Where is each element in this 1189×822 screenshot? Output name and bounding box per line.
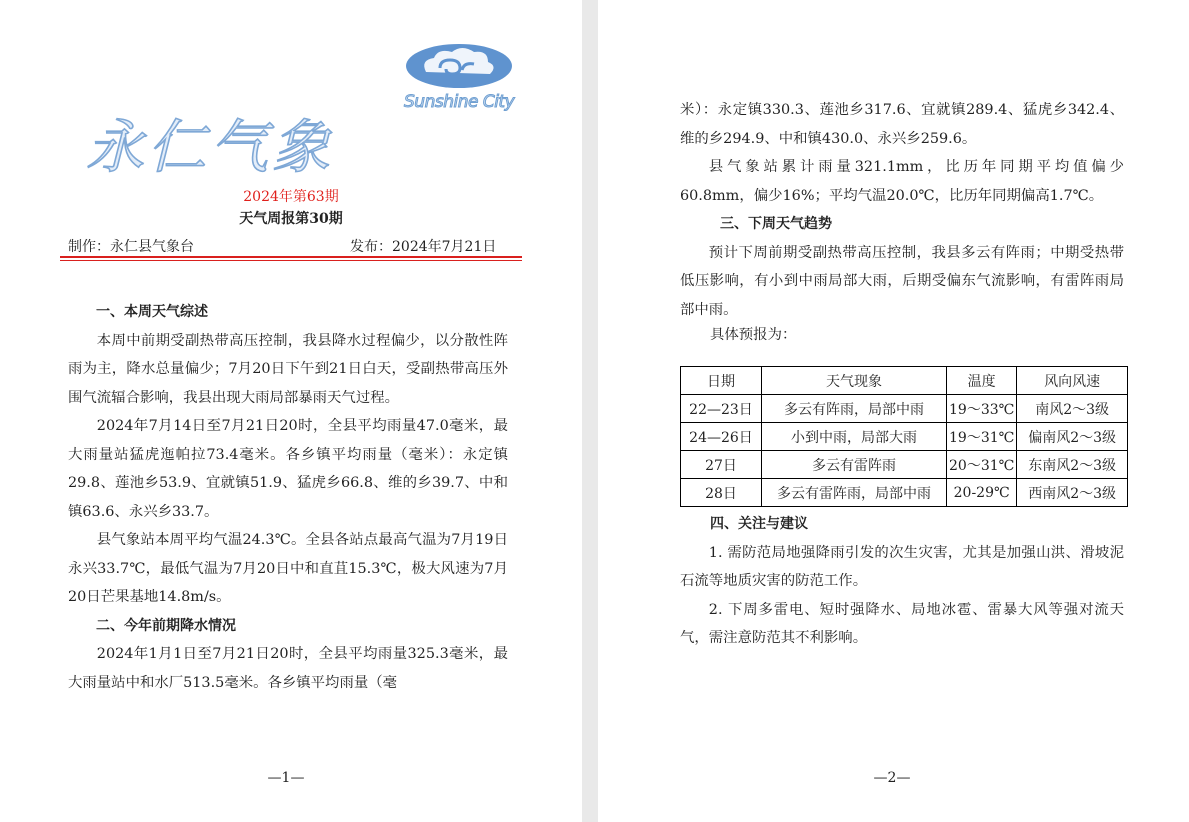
masthead-title: 永仁气象 xyxy=(86,113,335,181)
section-1-paragraph-3: 县气象站本周平均气温24.3℃。全县各站点最高气温为7月19日永兴33.7℃，最低气温为7月20日中和直苴15.3℃，极大风速为7月20日芒果基地14.8m/s。 xyxy=(68,532,508,605)
cell-temperature: 20～31℃ xyxy=(947,451,1017,479)
cell-wind: 偏南风2～3级 xyxy=(1017,423,1128,451)
cell-temperature: 19～31℃ xyxy=(947,423,1017,451)
section-4 xyxy=(680,510,1124,653)
cloud-logo-icon xyxy=(404,42,514,90)
red-divider-thin xyxy=(60,260,522,261)
issue-number: 2024年第63期 xyxy=(243,189,339,205)
table-header-row xyxy=(681,367,1128,395)
cell-temperature: 19～33℃ xyxy=(947,395,1017,423)
cell-weather: 多云有雷阵雨，局部中雨 xyxy=(762,479,947,507)
section-1-paragraph-1: 本周中前期受副热带高压控制，我县降水过程偏少，以分散性阵雨为主，降水总量偏少；7月20日下午到21日白天，受副热带高压外围气流辐合影响，我县出现大雨局部暴雨天气过程。 xyxy=(68,332,508,406)
cell-date: 22—23日 xyxy=(681,395,762,423)
release-date: 发布：2024年7月21日 xyxy=(350,239,497,255)
section-4-paragraph-2: 2. 下周多雷电、短时强降水、局地冰雹、雷暴大风等强对流天气，需注意防范其不利影响。 xyxy=(680,601,1124,646)
section-2-paragraph-1: 2024年1月1日至7月21日20时，全县平均雨量325.3毫米，最大雨量站中和水厂513.5毫米。各乡镇平均雨量（毫 xyxy=(68,646,508,691)
page-number: —2— xyxy=(873,770,911,786)
section-1-title: 一、本周天气综述 xyxy=(96,304,208,320)
section-3-paragraph: 预计下周前期受副热带高压控制，我县多云有阵雨；中期受热带低压影响，有小到中雨局部大雨，后期受偏东气流影响，有雷阵雨局部中雨。 xyxy=(680,244,1124,318)
header-weather: 天气现象 xyxy=(762,367,947,395)
rainfall-continuation: 米）：永定镇330.3、莲池乡317.6、宜就镇289.4、猛虎乡342.4、维的乡294.9、中和镇430.0、永兴乡259.6。 xyxy=(680,102,1124,147)
header-temperature: 温度 xyxy=(947,367,1017,395)
cell-weather: 小到中雨，局部大雨 xyxy=(762,423,947,451)
table-row xyxy=(681,423,1128,451)
cell-date: 28日 xyxy=(681,479,762,507)
cell-temperature: 20-29℃ xyxy=(947,479,1017,507)
cell-weather: 多云有阵雨，局部中雨 xyxy=(762,395,947,423)
header-wind: 风向风速 xyxy=(1017,367,1128,395)
cell-date: 24—26日 xyxy=(681,423,762,451)
table-row xyxy=(681,479,1128,507)
section-2-title: 二、今年前期降水情况 xyxy=(96,617,236,634)
page-2-body xyxy=(680,96,1124,346)
table-row xyxy=(681,451,1128,479)
section-1-paragraph-2: 2024年7月14日至7月21日20时，全县平均雨量47.0毫米，最大雨量站猛虎迤帕拉73.4毫米。各乡镇平均雨量（毫米）：永定镇29.8、莲池乡53.9、宜就镇51.9、猛虎乡66.8、维的乡39.7、中和镇63.6、永兴乡33.7。 xyxy=(68,418,508,520)
cell-wind: 南风2～3级 xyxy=(1017,395,1128,423)
forecast-intro: 具体预报为： xyxy=(710,327,797,343)
forecast-table xyxy=(680,366,1128,507)
page-number: —1— xyxy=(267,770,305,786)
section-3-title: 三、下周天气趋势 xyxy=(720,216,832,232)
page-1 xyxy=(0,0,582,822)
cell-weather: 多云有雷阵雨 xyxy=(762,451,947,479)
logo-caption: Sunshine City xyxy=(404,92,515,112)
section-4-title: 四、关注与建议 xyxy=(710,516,808,532)
table-row xyxy=(681,395,1128,423)
cell-date: 27日 xyxy=(681,451,762,479)
cell-wind: 西南风2～3级 xyxy=(1017,479,1128,507)
producer-label: 制作：永仁县气象台 xyxy=(68,239,194,255)
station-summary: 县气象站累计雨量321.1mm，比历年同期平均值偏少60.8mm，偏少16%；平均气温20.0℃，比历年同期偏高1.7℃。 xyxy=(680,159,1124,204)
section-4-paragraph-1: 1. 需防范局地强降雨引发的次生灾害，尤其是加强山洪、滑坡泥石流等地质灾害的防范工作。 xyxy=(680,544,1124,589)
cell-wind: 东南风2～3级 xyxy=(1017,451,1128,479)
red-divider xyxy=(60,256,522,258)
section-1 xyxy=(68,298,508,697)
weekly-number: 天气周报第30期 xyxy=(239,211,343,227)
header-date: 日期 xyxy=(681,367,762,395)
